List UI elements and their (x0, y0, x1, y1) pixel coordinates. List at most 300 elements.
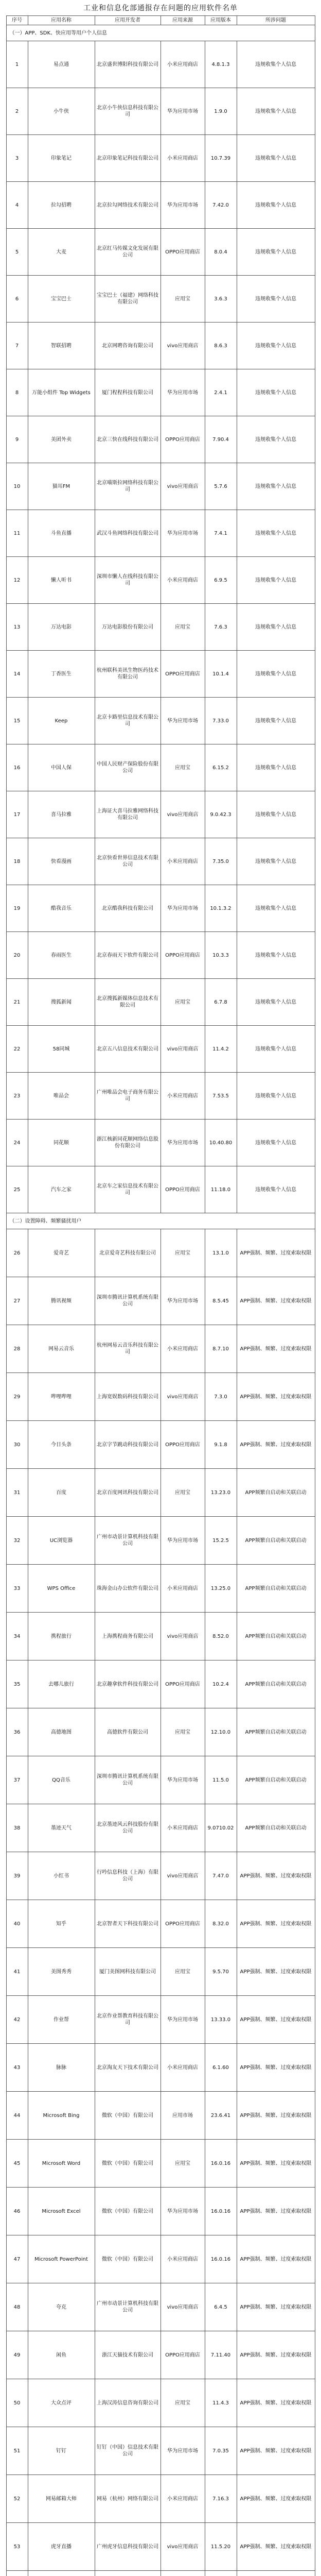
cell-issue: APP强制、频繁、过度索取权限 (237, 2140, 315, 2188)
table-row (6, 1708, 315, 1756)
cell-developer: 北京墨迹风云科技股份有限公司 (95, 1804, 160, 1852)
cell-version: 13.23.0 (205, 1469, 237, 1517)
cell-developer: 北京三快在线科技有限公司 (95, 416, 160, 463)
cell-index: 44 (6, 2092, 28, 2140)
cell-version: 7.53.5 (205, 1073, 237, 1120)
cell-version: 7.90.4 (205, 416, 237, 463)
cell-developer: 北京酷我科技有限公司 (95, 885, 160, 932)
cell-developer: 北京网聘咨询有限公司 (95, 323, 160, 369)
cell-issue: 违规收集个人信息 (237, 369, 315, 416)
cell-app-name: 网易云音乐 (28, 1325, 95, 1373)
cell-issue: 违规收集个人信息 (237, 932, 315, 979)
cell-issue: 违规收集个人信息 (237, 1026, 315, 1073)
cell-developer: 北京百度网讯科技有限公司 (95, 1469, 160, 1517)
cell-source: 华为应用市场 (160, 1277, 205, 1325)
table-row (6, 2427, 315, 2475)
cell-index: 38 (6, 1804, 28, 1852)
table-row (6, 276, 315, 323)
table-row (6, 744, 315, 791)
cell-source (160, 2571, 205, 2576)
cell-app-name: 58同城 (28, 1026, 95, 1073)
cell-app-name: Microsoft Excel (28, 2188, 95, 2235)
table-row (6, 416, 315, 463)
cell-version: 7.3.0 (205, 1373, 237, 1421)
table-row (6, 2571, 315, 2576)
cell-source: vivo应用商店 (160, 1373, 205, 1421)
cell-issue: APP强制、频繁、过度索取权限 (237, 1325, 315, 1373)
cell-issue: 违规收集个人信息 (237, 1120, 315, 1166)
table-row (6, 1421, 315, 1469)
cell-index: 36 (6, 1708, 28, 1756)
cell-developer: 北京盛世博阳科技有限公司 (95, 41, 160, 88)
table-row (6, 2379, 315, 2427)
cell-source: 小米应用商店 (160, 135, 205, 182)
cell-source: OPPO应用商店 (160, 1421, 205, 1469)
cell-developer: 行吟信息科技（上海）有限公司 (95, 1852, 160, 1900)
section-row (6, 25, 315, 41)
cell-version: 13.33.0 (205, 1996, 237, 2044)
cell-version: 10.40.80 (205, 1120, 237, 1166)
cell-app-name: 猫耳FM (28, 463, 95, 510)
cell-app-name: Microsoft PowerPoint (28, 2235, 95, 2283)
cell-issue: 违规收集个人信息 (237, 885, 315, 932)
cell-issue: APP强制、频繁、过度索取权限 (237, 1900, 315, 1948)
cell-source: 应用市场 (160, 2092, 205, 2140)
cell-app-name: Keep (28, 698, 95, 744)
cell-issue: 违规收集个人信息 (237, 838, 315, 885)
cell-developer: 厦门美图网科技有限公司 (95, 1948, 160, 1996)
cell-index: 25 (6, 1166, 28, 1213)
cell-index: 31 (6, 1469, 28, 1517)
cell-developer: 北京拉勾网络技术有限公司 (95, 182, 160, 229)
cell-issue (237, 2571, 315, 2576)
cell-issue: APP强制、频繁、过度索取权限 (237, 2188, 315, 2235)
cell-developer: 深圳市腾讯计算机系统有限公司 (95, 1277, 160, 1325)
cell-developer: 深圳市腾讯计算机系统有限公司 (95, 1756, 160, 1804)
cell-version: 1.9.0 (205, 88, 237, 135)
cell-issue: 违规收集个人信息 (237, 88, 315, 135)
cell-source: 应用宝 (160, 1469, 205, 1517)
cell-developer: 北京红马传媒文化发展有限公司 (95, 229, 160, 276)
cell-app-name (28, 2571, 95, 2576)
table-row (6, 1613, 315, 1660)
cell-app-name: 墨迹天气 (28, 1804, 95, 1852)
cell-source: 华为应用市场 (160, 369, 205, 416)
cell-app-name: 夸克 (28, 2283, 95, 2331)
cell-version: 11.4.3 (205, 2379, 237, 2427)
cell-index: 19 (6, 885, 28, 932)
cell-app-name: 快看漫画 (28, 838, 95, 885)
table-row (6, 135, 315, 182)
cell-issue: 违规收集个人信息 (237, 791, 315, 838)
table-row (6, 791, 315, 838)
cell-issue: 违规收集个人信息 (237, 698, 315, 744)
cell-app-name: 小牛侠 (28, 88, 95, 135)
cell-version: 15.2.5 (205, 1517, 237, 1565)
cell-developer: 杭州联科美讯生物医药技术有限公司 (95, 651, 160, 698)
table-row (6, 979, 315, 1026)
cell-issue: 违规收集个人信息 (237, 229, 315, 276)
cell-index: 14 (6, 651, 28, 698)
cell-version: 7.11.40 (205, 2331, 237, 2379)
cell-developer: 武汉斗鱼网络科技有限公司 (95, 510, 160, 557)
header-app-name: 应用名称 (28, 16, 95, 25)
table-row (6, 1852, 315, 1900)
cell-app-name: 春雨医生 (28, 932, 95, 979)
cell-issue: APP频繁自启动和关联启动 (237, 1517, 315, 1565)
cell-developer: 宝宝巴士（福建）网络科技有限公司 (95, 276, 160, 323)
cell-app-name: 易点通 (28, 41, 95, 88)
cell-source: 小米应用商店 (160, 1073, 205, 1120)
cell-index: 43 (6, 2044, 28, 2092)
cell-issue: APP强制、频繁、过度索取权限 (237, 2044, 315, 2092)
cell-issue: 违规收集个人信息 (237, 416, 315, 463)
cell-app-name: 携程旅行 (28, 1613, 95, 1660)
header-issue: 所涉问题 (237, 16, 315, 25)
cell-version: 16.0.16 (205, 2188, 237, 2235)
cell-version: 10.1.4 (205, 651, 237, 698)
cell-source: vivo应用商店 (160, 1026, 205, 1073)
cell-version: 10.7.39 (205, 135, 237, 182)
cell-issue: 违规收集个人信息 (237, 651, 315, 698)
table-body (6, 25, 315, 2576)
cell-index: 18 (6, 838, 28, 885)
cell-source: vivo应用商店 (160, 1613, 205, 1660)
cell-index: 28 (6, 1325, 28, 1373)
cell-version: 6.7.8 (205, 979, 237, 1026)
cell-issue: 违规收集个人信息 (237, 1166, 315, 1213)
cell-version: 11.5.20 (205, 2523, 237, 2571)
table-row (6, 510, 315, 557)
table-row (6, 885, 315, 932)
cell-version: 3.6.3 (205, 276, 237, 323)
cell-source: vivo应用商店 (160, 1852, 205, 1900)
cell-index: 6 (6, 276, 28, 323)
cell-index: 22 (6, 1026, 28, 1073)
cell-developer: 广州唯品会电子商务有限公司 (95, 1073, 160, 1120)
cell-developer: 北京春雨天下软件有限公司 (95, 932, 160, 979)
cell-index: 41 (6, 1948, 28, 1996)
cell-source: 华为应用市场 (160, 2188, 205, 2235)
cell-version: 11.5.0 (205, 1756, 237, 1804)
cell-app-name: 虎牙直播 (28, 2523, 95, 2571)
cell-app-name: 大麦 (28, 229, 95, 276)
cell-app-name: 爱奇艺 (28, 1229, 95, 1277)
cell-issue: APP强制、频繁、过度索取权限 (237, 1421, 315, 1469)
table-row (6, 1229, 315, 1277)
cell-developer: 微软（中国）有限公司 (95, 2140, 160, 2188)
cell-index: 45 (6, 2140, 28, 2188)
cell-developer: 浙江核新同花顺网络信息股份有限公司 (95, 1120, 160, 1166)
cell-source: 应用宝 (160, 1229, 205, 1277)
cell-issue: 违规收集个人信息 (237, 979, 315, 1026)
cell-source: OPPO应用商店 (160, 2331, 205, 2379)
cell-version: 13.1.0 (205, 1229, 237, 1277)
cell-source: 应用宝 (160, 1708, 205, 1756)
table-row (6, 1900, 315, 1948)
cell-version: 16.0.16 (205, 2235, 237, 2283)
cell-app-name: Microsoft Bing (28, 2092, 95, 2140)
cell-version: 9.0.42.3 (205, 791, 237, 838)
cell-source: 小米应用商店 (160, 41, 205, 88)
table-row (6, 1660, 315, 1708)
cell-developer: 北京喵斯拉网络科技有限公司 (95, 463, 160, 510)
cell-version: 7.4.1 (205, 510, 237, 557)
cell-developer: 微软（中国）有限公司 (95, 2092, 160, 2140)
document-title: 工业和信息化部通报存在问题的应用软件名单 (83, 4, 238, 12)
cell-index: 2 (6, 88, 28, 135)
cell-index: 49 (6, 2331, 28, 2379)
cell-app-name: 斗鱼直播 (28, 510, 95, 557)
header-source: 应用来源 (160, 16, 205, 25)
cell-developer: 珠海金山办公软件有限公司 (95, 1565, 160, 1613)
cell-developer: 北京字节跳动科技有限公司 (95, 1421, 160, 1469)
cell-app-name: 万达电影 (28, 604, 95, 651)
cell-app-name: 唯品会 (28, 1073, 95, 1120)
cell-app-name: 百度 (28, 1469, 95, 1517)
cell-issue: APP频繁自启动和关联启动 (237, 1613, 315, 1660)
cell-index: 29 (6, 1373, 28, 1421)
cell-version: 11.4.2 (205, 1026, 237, 1073)
cell-source: 应用宝 (160, 2140, 205, 2188)
cell-source: 华为应用市场 (160, 885, 205, 932)
cell-version: 8.32.0 (205, 1900, 237, 1948)
table-row (6, 2475, 315, 2523)
cell-version: 5.7.6 (205, 463, 237, 510)
cell-app-name: 高德地图 (28, 1708, 95, 1756)
cell-app-name: QQ音乐 (28, 1756, 95, 1804)
cell-developer: 北京搜狐新媒体信息技术有限公司 (95, 979, 160, 1026)
cell-issue: APP强制、频繁、过度索取权限 (237, 2427, 315, 2475)
cell-issue: APP强制、频繁、过度索取权限 (237, 2475, 315, 2523)
cell-source: vivo应用商店 (160, 463, 205, 510)
cell-issue: APP强制、频繁、过度索取权限 (237, 1373, 315, 1421)
cell-app-name: 丁香医生 (28, 651, 95, 698)
header-developer: 应用开发者 (95, 16, 160, 25)
table-row (6, 838, 315, 885)
cell-index: 32 (6, 1517, 28, 1565)
cell-index: 7 (6, 323, 28, 369)
cell-developer: 北京爱奇艺科技有限公司 (95, 1229, 160, 1277)
cell-issue: APP频繁自启动和关联启动 (237, 1708, 315, 1756)
cell-index: 35 (6, 1660, 28, 1708)
cell-app-name: WPS Office (28, 1565, 95, 1613)
cell-issue: APP强制、频繁、过度索取权限 (237, 2331, 315, 2379)
cell-app-name: 宝宝巴士 (28, 276, 95, 323)
section-row (6, 1213, 315, 1229)
cell-developer: 深圳市懒人在线科技有限公司 (95, 557, 160, 604)
cell-source: vivo应用商店 (160, 323, 205, 369)
cell-version: 7.47.0 (205, 1852, 237, 1900)
cell-index: 4 (6, 182, 28, 229)
cell-source: 小米应用商店 (160, 557, 205, 604)
cell-app-name: 印象笔记 (28, 135, 95, 182)
cell-developer: 杭州网易云音乐科技有限公司 (95, 1325, 160, 1373)
cell-version: 12.10.0 (205, 1708, 237, 1756)
cell-source: 小米应用商店 (160, 838, 205, 885)
cell-index: 21 (6, 979, 28, 1026)
cell-issue: APP强制、频繁、过度索取权限 (237, 1852, 315, 1900)
header-version: 应用版本 (205, 16, 237, 25)
cell-version: 9.5.70 (205, 1948, 237, 1996)
cell-issue: 违规收集个人信息 (237, 463, 315, 510)
cell-app-name: 同花顺 (28, 1120, 95, 1166)
table-row (6, 1026, 315, 1073)
cell-developer: 北京趣拿软件科技有限公司 (95, 1660, 160, 1708)
cell-app-name: 小红书 (28, 1852, 95, 1900)
cell-source: 应用宝 (160, 744, 205, 791)
cell-issue: APP强制、频繁、过度索取权限 (237, 1996, 315, 2044)
cell-source: vivo应用商店 (160, 2523, 205, 2571)
cell-issue: APP强制、频繁、过度索取权限 (237, 1277, 315, 1325)
cell-app-name: 大众点评 (28, 2379, 95, 2427)
table-row (6, 41, 315, 88)
cell-app-name: 脉脉 (28, 2044, 95, 2092)
cell-developer: 北京印象笔记科技有限公司 (95, 135, 160, 182)
cell-developer: 高德软件有限公司 (95, 1708, 160, 1756)
table-row (6, 698, 315, 744)
header-index: 序号 (6, 16, 28, 25)
table-row (6, 369, 315, 416)
table-row (6, 1517, 315, 1565)
cell-index: 11 (6, 510, 28, 557)
cell-source: 华为应用市场 (160, 698, 205, 744)
cell-index: 3 (6, 135, 28, 182)
table-row (6, 2331, 315, 2379)
cell-source: OPPO应用商店 (160, 1166, 205, 1213)
cell-issue: APP强制、频繁、过度索取权限 (237, 2235, 315, 2283)
cell-app-name: 哔哩哔哩 (28, 1373, 95, 1421)
cell-issue: APP频繁自启动和关联启动 (237, 1804, 315, 1852)
cell-source: OPPO应用商店 (160, 651, 205, 698)
cell-index: 1 (6, 41, 28, 88)
cell-app-name: 闲鱼 (28, 2331, 95, 2379)
cell-index: 27 (6, 1277, 28, 1325)
cell-developer: 上海宽娱数码科技有限公司 (95, 1373, 160, 1421)
cell-index: 24 (6, 1120, 28, 1166)
cell-source: 小米应用商店 (160, 1565, 205, 1613)
table-row (6, 1948, 315, 1996)
cell-version: 10.2.4 (205, 1660, 237, 1708)
cell-app-name: UC浏览器 (28, 1517, 95, 1565)
table-row (6, 604, 315, 651)
cell-version (205, 2571, 237, 2576)
cell-version: 11.18.0 (205, 1166, 237, 1213)
app-list-table (6, 15, 315, 2576)
cell-developer: 浙江天猫技术有限公司 (95, 2331, 160, 2379)
cell-version: 8.7.10 (205, 1325, 237, 1373)
cell-issue: 违规收集个人信息 (237, 323, 315, 369)
cell-index: 37 (6, 1756, 28, 1804)
cell-index: 17 (6, 791, 28, 838)
cell-app-name: 作业帮 (28, 1996, 95, 2044)
table-row (6, 1756, 315, 1804)
cell-version: 6.1.60 (205, 2044, 237, 2092)
table-row (6, 2188, 315, 2235)
cell-version: 7.0.35 (205, 2427, 237, 2475)
cell-source: OPPO应用商店 (160, 229, 205, 276)
cell-version: 4.8.1.3 (205, 41, 237, 88)
section-label: （二）设置障碍、频繁骚扰用户 (6, 1213, 315, 1229)
cell-app-name: 酷我音乐 (28, 885, 95, 932)
cell-index: 30 (6, 1421, 28, 1469)
cell-source: OPPO应用商店 (160, 416, 205, 463)
cell-developer: 北京车之家信息技术有限公司 (95, 1166, 160, 1213)
cell-issue: 违规收集个人信息 (237, 1073, 315, 1120)
section-label: （一）APP、SDK、快应用等用户个人信息 (6, 25, 315, 41)
cell-index: 51 (6, 2427, 28, 2475)
cell-source: OPPO应用商店 (160, 1900, 205, 1948)
cell-developer: 上海证大喜马拉雅网络科技有限公司 (95, 791, 160, 838)
cell-issue: 违规收集个人信息 (237, 604, 315, 651)
table-row (6, 2140, 315, 2188)
cell-app-name: 网易邮箱大师 (28, 2475, 95, 2523)
cell-issue: 违规收集个人信息 (237, 744, 315, 791)
cell-source: 华为应用市场 (160, 1756, 205, 1804)
cell-version: 7.33.0 (205, 698, 237, 744)
cell-developer: 钉钉（中国）信息技术有限公司 (95, 2427, 160, 2475)
cell-issue: APP频繁自启动和关联启动 (237, 1756, 315, 1804)
cell-app-name: 去哪儿旅行 (28, 1660, 95, 1708)
cell-app-name: 美团外卖 (28, 416, 95, 463)
cell-index (6, 2571, 28, 2576)
cell-index: 50 (6, 2379, 28, 2427)
cell-version: 2.4.1 (205, 369, 237, 416)
cell-app-name: 腾讯视频 (28, 1277, 95, 1325)
table-row (6, 1325, 315, 1373)
cell-issue: 违规收集个人信息 (237, 182, 315, 229)
table-row (6, 1166, 315, 1213)
cell-developer: 北京五八信息技术有限公司 (95, 1026, 160, 1073)
cell-index: 16 (6, 744, 28, 791)
cell-developer: 北京淘友天下技术有限公司 (95, 2044, 160, 2092)
cell-version: 6.4.5 (205, 2283, 237, 2331)
cell-source: 应用宝 (160, 276, 205, 323)
cell-developer: 北京小牛侠信息科技有限公司 (95, 88, 160, 135)
cell-app-name: 钉钉 (28, 2427, 95, 2475)
table-row (6, 1073, 315, 1120)
cell-developer: 上海携程商务有限公司 (95, 1613, 160, 1660)
cell-developer: 厦门程程科技有限公司 (95, 369, 160, 416)
table-row (6, 2092, 315, 2140)
cell-index: 52 (6, 2475, 28, 2523)
table-row (6, 1565, 315, 1613)
cell-index: 26 (6, 1229, 28, 1277)
cell-source: 应用宝 (160, 604, 205, 651)
cell-version: 6.9.5 (205, 557, 237, 604)
cell-source: 华为应用市场 (160, 1517, 205, 1565)
cell-app-name: 万能小组件 Top Widgets (28, 369, 95, 416)
table-row (6, 651, 315, 698)
cell-source: 小米应用商店 (160, 1325, 205, 1373)
cell-index: 46 (6, 2188, 28, 2235)
table-row (6, 463, 315, 510)
cell-version: 10.1.3.2 (205, 885, 237, 932)
cell-index: 42 (6, 1996, 28, 2044)
cell-source: 小米应用商店 (160, 2235, 205, 2283)
table-row (6, 2235, 315, 2283)
cell-source: 华为应用市场 (160, 1996, 205, 2044)
cell-issue: APP强制、频繁、过度索取权限 (237, 2092, 315, 2140)
cell-version: 10.3.3 (205, 932, 237, 979)
cell-developer: 上海汉涛信息咨询有限公司 (95, 2379, 160, 2427)
cell-source: vivo应用商店 (160, 2283, 205, 2331)
cell-version: 8.5.45 (205, 1277, 237, 1325)
cell-index: 9 (6, 416, 28, 463)
cell-source: 华为应用市场 (160, 182, 205, 229)
cell-index: 33 (6, 1565, 28, 1613)
cell-developer: 北京作业帮教育科技有限公司 (95, 1996, 160, 2044)
